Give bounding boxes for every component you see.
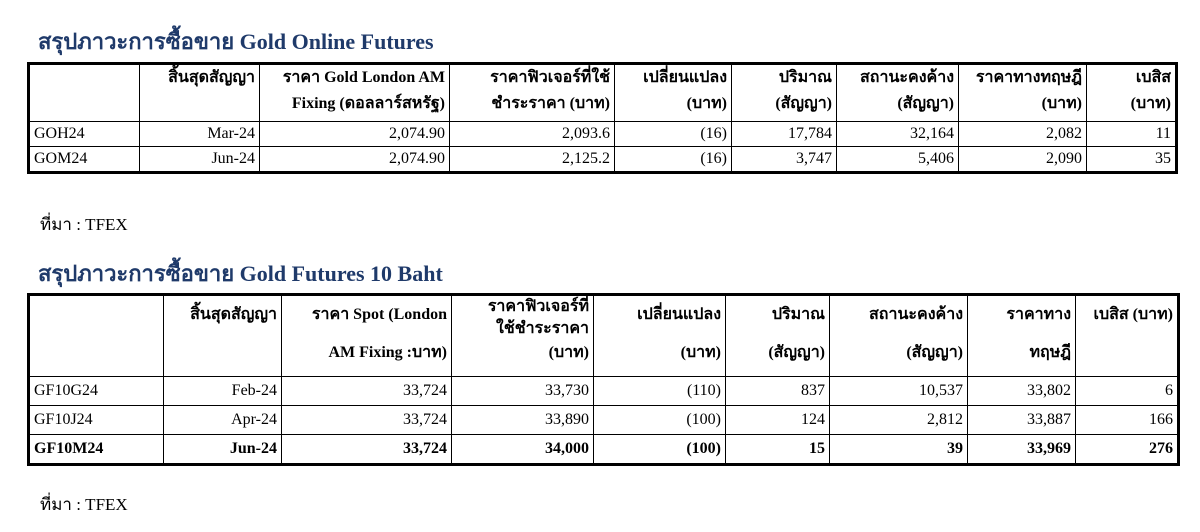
section2-title: สรุปภาวะการซื้อขาย Gold Futures 10 Baht <box>38 261 443 286</box>
source-note: ที่มา : TFEX <box>40 495 128 514</box>
header-expiry: สิ้นสุดสัญญา <box>140 64 260 122</box>
table-row <box>29 122 1177 147</box>
gold-futures-10-baht-table <box>27 293 1180 466</box>
header-spot-price: ราคา Spot (London AM Fixing :บาท) <box>282 295 452 377</box>
table-row <box>29 377 1179 406</box>
table-row <box>29 147 1177 173</box>
cell-volume: 15 <box>726 435 830 465</box>
cell-contract: GF10G24 <box>29 377 164 406</box>
gold-online-futures-table <box>27 62 1178 174</box>
header-volume: ปริมาณ (สัญญา) <box>732 64 837 122</box>
header-change: เปลี่ยนแปลง (บาท) <box>594 295 726 377</box>
header-contract <box>29 64 140 122</box>
cell-spot-price: 33,724 <box>282 377 452 406</box>
cell-settlement-price: 34,000 <box>452 435 594 465</box>
cell-expiry: Jun-24 <box>140 147 260 173</box>
cell-expiry: Jun-24 <box>164 435 282 465</box>
cell-change: (100) <box>594 435 726 465</box>
cell-basis: 11 <box>1087 122 1177 147</box>
header-am-fixing: ราคา Gold London AM Fixing (ดอลลาร์สหรัฐ) <box>260 64 450 122</box>
cell-spot-price: 33,724 <box>282 406 452 435</box>
source-note: ที่มา : TFEX <box>40 215 128 234</box>
header-open-interest: สถานะคงค้าง (สัญญา) <box>837 64 959 122</box>
table-header-row <box>29 64 1177 122</box>
cell-settlement-price: 33,730 <box>452 377 594 406</box>
cell-basis: 6 <box>1076 377 1179 406</box>
cell-change: (110) <box>594 377 726 406</box>
table-header-row <box>29 295 1179 377</box>
cell-theoretical-price: 33,887 <box>968 406 1076 435</box>
cell-settlement-price: 33,890 <box>452 406 594 435</box>
header-expiry: สิ้นสุดสัญญา <box>164 295 282 377</box>
table-row <box>29 435 1179 465</box>
cell-open-interest: 5,406 <box>837 147 959 173</box>
cell-open-interest: 39 <box>830 435 968 465</box>
cell-basis: 166 <box>1076 406 1179 435</box>
cell-volume: 837 <box>726 377 830 406</box>
cell-settlement-price: 2,093.6 <box>450 122 615 147</box>
cell-contract: GOH24 <box>29 122 140 147</box>
cell-theoretical-price: 2,090 <box>959 147 1087 173</box>
header-contract <box>29 295 164 377</box>
table-row <box>29 406 1179 435</box>
cell-open-interest: 32,164 <box>837 122 959 147</box>
cell-basis: 276 <box>1076 435 1179 465</box>
cell-expiry: Feb-24 <box>164 377 282 406</box>
header-settlement-price: ราคาฟิวเจอร์ที่ใช้ ชำระราคา (บาท) <box>450 64 615 122</box>
cell-basis: 35 <box>1087 147 1177 173</box>
cell-change: (100) <box>594 406 726 435</box>
cell-settlement-price: 2,125.2 <box>450 147 615 173</box>
cell-contract: GF10J24 <box>29 406 164 435</box>
cell-change: (16) <box>615 147 732 173</box>
cell-open-interest: 10,537 <box>830 377 968 406</box>
cell-contract: GF10M24 <box>29 435 164 465</box>
cell-volume: 124 <box>726 406 830 435</box>
cell-expiry: Apr-24 <box>164 406 282 435</box>
header-settlement-price: ราคาฟิวเจอร์ที่ ใช้ชำระราคา (บาท) <box>452 295 594 377</box>
section1-title: สรุปภาวะการซื้อขาย Gold Online Futures <box>38 29 434 54</box>
cell-am-fixing: 2,074.90 <box>260 147 450 173</box>
header-theoretical-price: ราคาทาง ทฤษฎี <box>968 295 1076 377</box>
header-volume: ปริมาณ (สัญญา) <box>726 295 830 377</box>
cell-change: (16) <box>615 122 732 147</box>
cell-open-interest: 2,812 <box>830 406 968 435</box>
header-open-interest: สถานะคงค้าง (สัญญา) <box>830 295 968 377</box>
header-change: เปลี่ยนแปลง (บาท) <box>615 64 732 122</box>
header-basis: เบสิส (บาท) <box>1076 295 1179 377</box>
cell-theoretical-price: 33,969 <box>968 435 1076 465</box>
cell-volume: 3,747 <box>732 147 837 173</box>
cell-expiry: Mar-24 <box>140 122 260 147</box>
cell-contract: GOM24 <box>29 147 140 173</box>
header-basis: เบสิส (บาท) <box>1087 64 1177 122</box>
cell-theoretical-price: 33,802 <box>968 377 1076 406</box>
header-theoretical-price: ราคาทางทฤษฎี (บาท) <box>959 64 1087 122</box>
cell-am-fixing: 2,074.90 <box>260 122 450 147</box>
cell-theoretical-price: 2,082 <box>959 122 1087 147</box>
cell-spot-price: 33,724 <box>282 435 452 465</box>
cell-volume: 17,784 <box>732 122 837 147</box>
